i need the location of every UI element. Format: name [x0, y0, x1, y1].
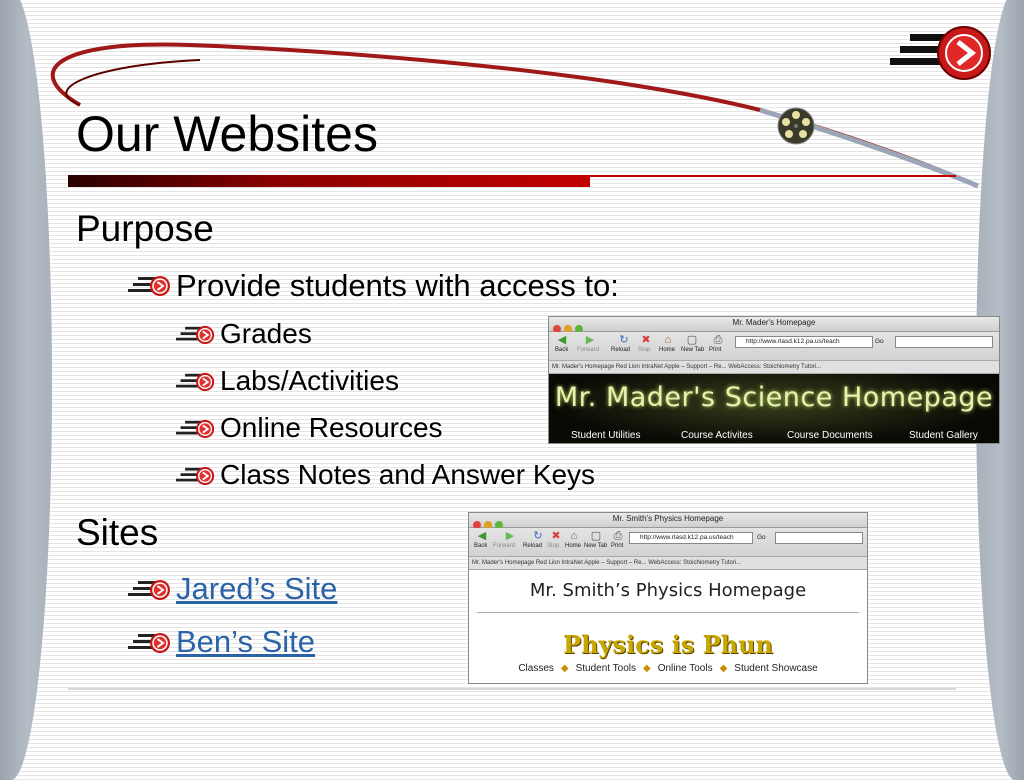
smith-divider — [477, 612, 859, 613]
smith-nav — [469, 663, 867, 674]
browser-toolbar — [549, 332, 999, 361]
search-field — [895, 336, 993, 348]
mader-banner — [549, 374, 999, 444]
mader-nav-course-documents: Course Documents — [787, 430, 873, 441]
arrow-bullet-icon — [176, 371, 216, 393]
browser-titlebar — [549, 317, 999, 332]
reload-icon: ↻ — [533, 530, 543, 542]
browser-toolbar — [469, 528, 867, 557]
toolbar-stop-label: Stop — [547, 543, 560, 549]
forward-arrow-icon: ▶ — [505, 530, 515, 542]
title-underline-thin — [590, 175, 956, 177]
title-underline — [68, 175, 956, 187]
forward-arrow-icon: ▶ — [585, 334, 595, 346]
arrow-logo-icon — [888, 24, 998, 84]
home-icon: ⌂ — [664, 334, 672, 346]
footer-rule — [68, 688, 956, 690]
toolbar-reload-label: Reload — [611, 347, 631, 353]
stop-icon: ✖ — [641, 334, 651, 346]
arrow-bullet-icon — [128, 631, 172, 655]
slide-title: Our Websites — [76, 106, 378, 162]
toolbar-home-label: Home — [565, 543, 582, 549]
toolbar-print-label: Print — [709, 347, 722, 353]
bookmarks-bar: Mr. Mader's Homepage Red Lion IntraNet Apple – Support – Re... WebAccess: Stoichiometry Tutori... — [469, 557, 867, 570]
stop-icon: ✖ — [551, 530, 561, 542]
address-bar: http://www.rlasd.k12.pa.us/teach — [735, 336, 873, 348]
toolbar-new-tab-label: New Tab — [584, 543, 608, 549]
arrow-bullet-icon — [128, 274, 172, 298]
diamond-separator-icon: ◆ — [643, 663, 651, 674]
mader-nav-course-activities: Course Activites — [681, 430, 753, 441]
window-title: Mr. Smith's Physics Homepage — [612, 514, 724, 523]
arrow-bullet-icon — [128, 578, 172, 602]
new-tab-icon: ▢ — [686, 334, 698, 346]
new-tab-icon: ▢ — [590, 530, 602, 542]
print-icon: ⎙ — [713, 334, 723, 346]
address-bar: http://www.rlasd.k12.pa.us/teach — [629, 532, 753, 544]
reload-icon: ↻ — [619, 334, 629, 346]
back-arrow-icon: ◀ — [557, 334, 567, 346]
smith-subtitle: Physics is Phun — [563, 630, 773, 659]
mader-nav-student-gallery: Student Gallery — [909, 430, 978, 441]
back-arrow-icon: ◀ — [477, 530, 487, 542]
toolbar-forward-label: Forward — [493, 543, 516, 549]
diamond-separator-icon: ◆ — [560, 663, 569, 674]
purpose-item-online-resources: Online Resources — [220, 412, 443, 443]
toolbar-forward-label: Forward — [577, 347, 600, 353]
smith-page-title: Mr. Smith’s Physics Homepage — [529, 580, 807, 601]
purpose-item-labs: Labs/Activities — [220, 365, 399, 396]
bens-site-link[interactable]: Ben’s Site — [176, 624, 316, 659]
bookmarks-bar: Mr. Mader's Homepage Red Lion IntraNet Apple – Support – Re... WebAccess: Stoichiometry Tutori... — [549, 361, 999, 374]
go-label: Go — [875, 338, 884, 345]
smith-nav-online-tools: Online Tools — [657, 663, 713, 674]
toolbar-back-label: Back — [474, 543, 488, 549]
toolbar-stop-label: Stop — [638, 347, 651, 353]
print-icon: ⎙ — [613, 530, 623, 542]
purpose-heading: Purpose — [76, 208, 214, 249]
diamond-separator-icon: ◆ — [719, 663, 728, 674]
purpose-item-class-notes: Class Notes and Answer Keys — [220, 459, 596, 490]
title-underline-thick — [68, 175, 590, 187]
window-title: Mr. Mader's Homepage — [732, 318, 816, 327]
toolbar-reload-label: Reload — [523, 543, 543, 549]
toolbar-print-label: Print — [611, 543, 624, 549]
smith-nav-student-tools: Student Tools — [575, 663, 637, 674]
smith-homepage-screenshot — [468, 512, 868, 684]
purpose-item-grades: Grades — [220, 318, 312, 349]
mader-nav-student-utilities: Student Utilities — [571, 430, 641, 441]
sites-heading: Sites — [76, 512, 159, 553]
go-label: Go — [757, 534, 766, 541]
jareds-site-link[interactable]: Jared’s Site — [176, 571, 338, 606]
home-icon: ⌂ — [570, 530, 578, 542]
purpose-intro: Provide students with access to: — [176, 268, 619, 303]
toolbar-new-tab-label: New Tab — [681, 347, 705, 353]
toolbar-home-label: Home — [659, 347, 676, 353]
mader-homepage-screenshot — [548, 316, 1000, 444]
arrow-bullet-icon — [176, 418, 216, 440]
arrow-bullet-icon — [176, 324, 216, 346]
smith-nav-student-showcase: Student Showcase — [734, 663, 818, 674]
browser-titlebar — [469, 513, 867, 528]
search-field — [775, 532, 863, 544]
mader-banner-title: Mr. Mader's Science Homepage — [554, 382, 994, 413]
film-reel-icon — [776, 106, 816, 146]
arrow-bullet-icon — [176, 465, 216, 487]
smith-nav-classes: Classes — [518, 663, 554, 674]
toolbar-back-label: Back — [555, 347, 569, 353]
